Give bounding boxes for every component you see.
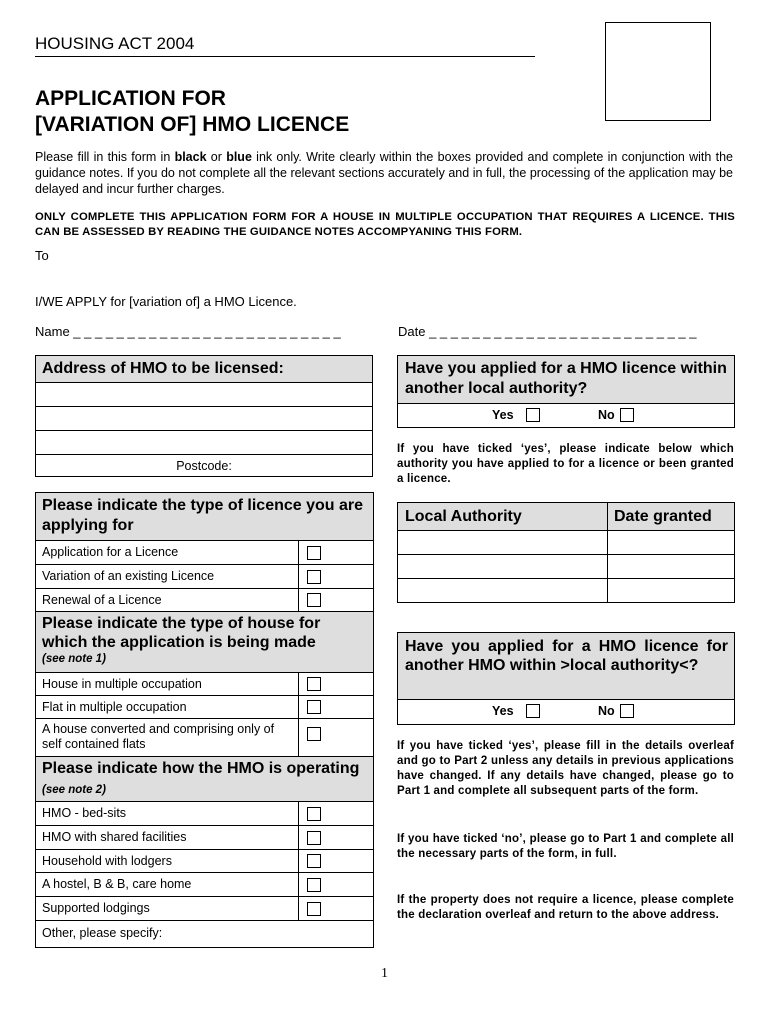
- no-label: No: [598, 408, 615, 422]
- la-table-row[interactable]: [398, 554, 734, 578]
- checkbox[interactable]: [307, 902, 321, 916]
- date-col-header: Date granted: [614, 508, 712, 525]
- la-table-row[interactable]: [398, 578, 734, 602]
- address-line-1[interactable]: [36, 382, 372, 406]
- house-type-heading-text: Please indicate the type of house for which the application is being made: [42, 615, 321, 651]
- licence-option-label: Renewal of a Licence: [42, 593, 162, 607]
- house-type-note: (see note 1): [42, 653, 106, 665]
- checkbox[interactable]: [307, 700, 321, 714]
- postcode-label: Postcode:: [176, 459, 232, 473]
- other-specify-label: Other, please specify:: [42, 926, 163, 940]
- form-title: [35, 86, 349, 138]
- yes-label: Yes: [492, 408, 514, 422]
- no-checkbox[interactable]: [620, 408, 634, 422]
- licence-option-label: Variation of an existing Licence: [42, 569, 215, 583]
- other-hmo-heading: Have you applied for a HMO licence for another HMO within >local authority<?: [398, 633, 734, 699]
- licence-option-label: Application for a Licence: [42, 545, 179, 559]
- operating-option-row[interactable]: [36, 825, 373, 849]
- checkbox[interactable]: [307, 593, 321, 607]
- checkbox[interactable]: [307, 570, 321, 584]
- intro-blue: blue: [226, 150, 252, 164]
- note-no: If you have ticked ‘no’, please go to Part 1 and complete all the necessary parts of the form, in full.: [397, 833, 734, 860]
- no-label: No: [598, 704, 615, 718]
- checkbox[interactable]: [307, 677, 321, 691]
- address-heading: Address of HMO to be licensed:: [36, 356, 372, 382]
- other-specify-row[interactable]: [36, 920, 373, 945]
- note-yes: If you have ticked ‘yes’, please fill in the details overleaf and go to Part 2 unless any details in previous applications have changed. If any details have changed, please go to Part 1 and complete all subsequent parts of the form.: [397, 740, 734, 797]
- licence-type-heading: Please indicate the type of licence you are applying for: [36, 493, 373, 540]
- intro-part: or: [206, 150, 227, 164]
- yes-no-row: [398, 699, 734, 724]
- address-line-3[interactable]: [36, 430, 372, 454]
- other-hmo-section: [397, 632, 735, 725]
- operating-heading: [36, 756, 373, 801]
- operating-option-label: Household with lodgers: [42, 854, 172, 868]
- la-table-header: [398, 503, 734, 530]
- other-la-section: [397, 355, 735, 428]
- photo-box: [605, 22, 711, 121]
- licence-option-row[interactable]: [36, 588, 373, 611]
- address-section: [35, 355, 373, 477]
- checkbox[interactable]: [307, 878, 321, 892]
- house-option-row[interactable]: [36, 695, 373, 718]
- yes-label: Yes: [492, 704, 514, 718]
- act-title: HOUSING ACT 2004: [35, 34, 535, 57]
- note-no-licence: If the property does not require a licence, please complete the declaration overleaf and return to the above address.: [397, 894, 734, 921]
- operating-option-row[interactable]: [36, 849, 373, 872]
- house-option-label: A house converted and comprising only of self contained flats: [42, 722, 275, 751]
- address-line-2[interactable]: [36, 406, 372, 430]
- house-option-label: Flat in multiple occupation: [42, 700, 187, 714]
- operating-note: (see note 2): [42, 784, 106, 796]
- yes-checkbox[interactable]: [526, 408, 540, 422]
- operating-option-label: A hostel, B & B, care home: [42, 877, 192, 891]
- la-table: [397, 502, 735, 603]
- licence-section: [35, 492, 374, 948]
- apply-statement: I/WE APPLY for [variation of] a HMO Licence.: [35, 294, 297, 309]
- postcode-field[interactable]: [36, 454, 372, 477]
- intro-part: Please fill in this form in: [35, 150, 175, 164]
- no-checkbox[interactable]: [620, 704, 634, 718]
- to-label: To: [35, 248, 49, 263]
- house-type-heading: [36, 611, 373, 672]
- operating-option-row[interactable]: [36, 801, 373, 825]
- intro-black: black: [174, 150, 207, 164]
- other-la-heading: Have you applied for a HMO licence within another local authority?: [398, 356, 734, 403]
- checkbox[interactable]: [307, 807, 321, 821]
- operating-option-row[interactable]: [36, 896, 373, 920]
- house-option-row[interactable]: [36, 718, 373, 756]
- yes-checkbox[interactable]: [526, 704, 540, 718]
- checkbox[interactable]: [307, 854, 321, 868]
- title-line-1: APPLICATION FOR: [35, 87, 226, 110]
- yes-no-row: [398, 403, 734, 427]
- operating-option-label: HMO with shared facilities: [42, 830, 187, 844]
- licence-option-row[interactable]: [36, 540, 373, 564]
- operating-option-row[interactable]: [36, 872, 373, 896]
- intro-part: ink only. Write clearly within the boxes provided and complete in conjunction with the guidance notes. If you do not complete all the relevant sections accurately and in full, the processing of the application may be delayed and incur further charges.: [35, 150, 734, 196]
- checkbox[interactable]: [307, 546, 321, 560]
- other-la-note: If you have ticked ‘yes’, please indicate below which authority you have applied to for a licence or been granted a licence.: [397, 443, 734, 485]
- house-option-row[interactable]: [36, 672, 373, 695]
- la-table-row[interactable]: [398, 530, 734, 554]
- checkbox[interactable]: [307, 727, 321, 741]
- operating-heading-text: Please indicate how the HMO is operating: [42, 760, 360, 777]
- operating-option-label: HMO - bed-sits: [42, 806, 127, 820]
- date-field[interactable]: Date _ _ _ _ _ _ _ _ _ _ _ _ _ _ _ _ _ _ _ _ _ _ _ _ _: [398, 324, 697, 339]
- name-field[interactable]: Name _ _ _ _ _ _ _ _ _ _ _ _ _ _ _ _ _ _ _ _ _ _ _ _ _: [35, 324, 341, 339]
- warning-text: ONLY COMPLETE THIS APPLICATION FORM FOR A HOUSE IN MULTIPLE OCCUPATION THAT REQUIRES A LICENCE. THIS CAN BE ASSESSED BY READING THE GUIDANCE NOTES ACCOMPYANING THIS FORM.: [35, 211, 735, 238]
- la-col-header: Local Authority: [405, 508, 522, 525]
- title-line-2: [VARIATION OF] HMO LICENCE: [35, 113, 350, 136]
- licence-option-row[interactable]: [36, 564, 373, 588]
- house-option-label: House in multiple occupation: [42, 677, 202, 691]
- intro-text: [35, 149, 733, 197]
- checkbox[interactable]: [307, 831, 321, 845]
- operating-option-label: Supported lodgings: [42, 901, 150, 915]
- page-number: 1: [381, 966, 388, 981]
